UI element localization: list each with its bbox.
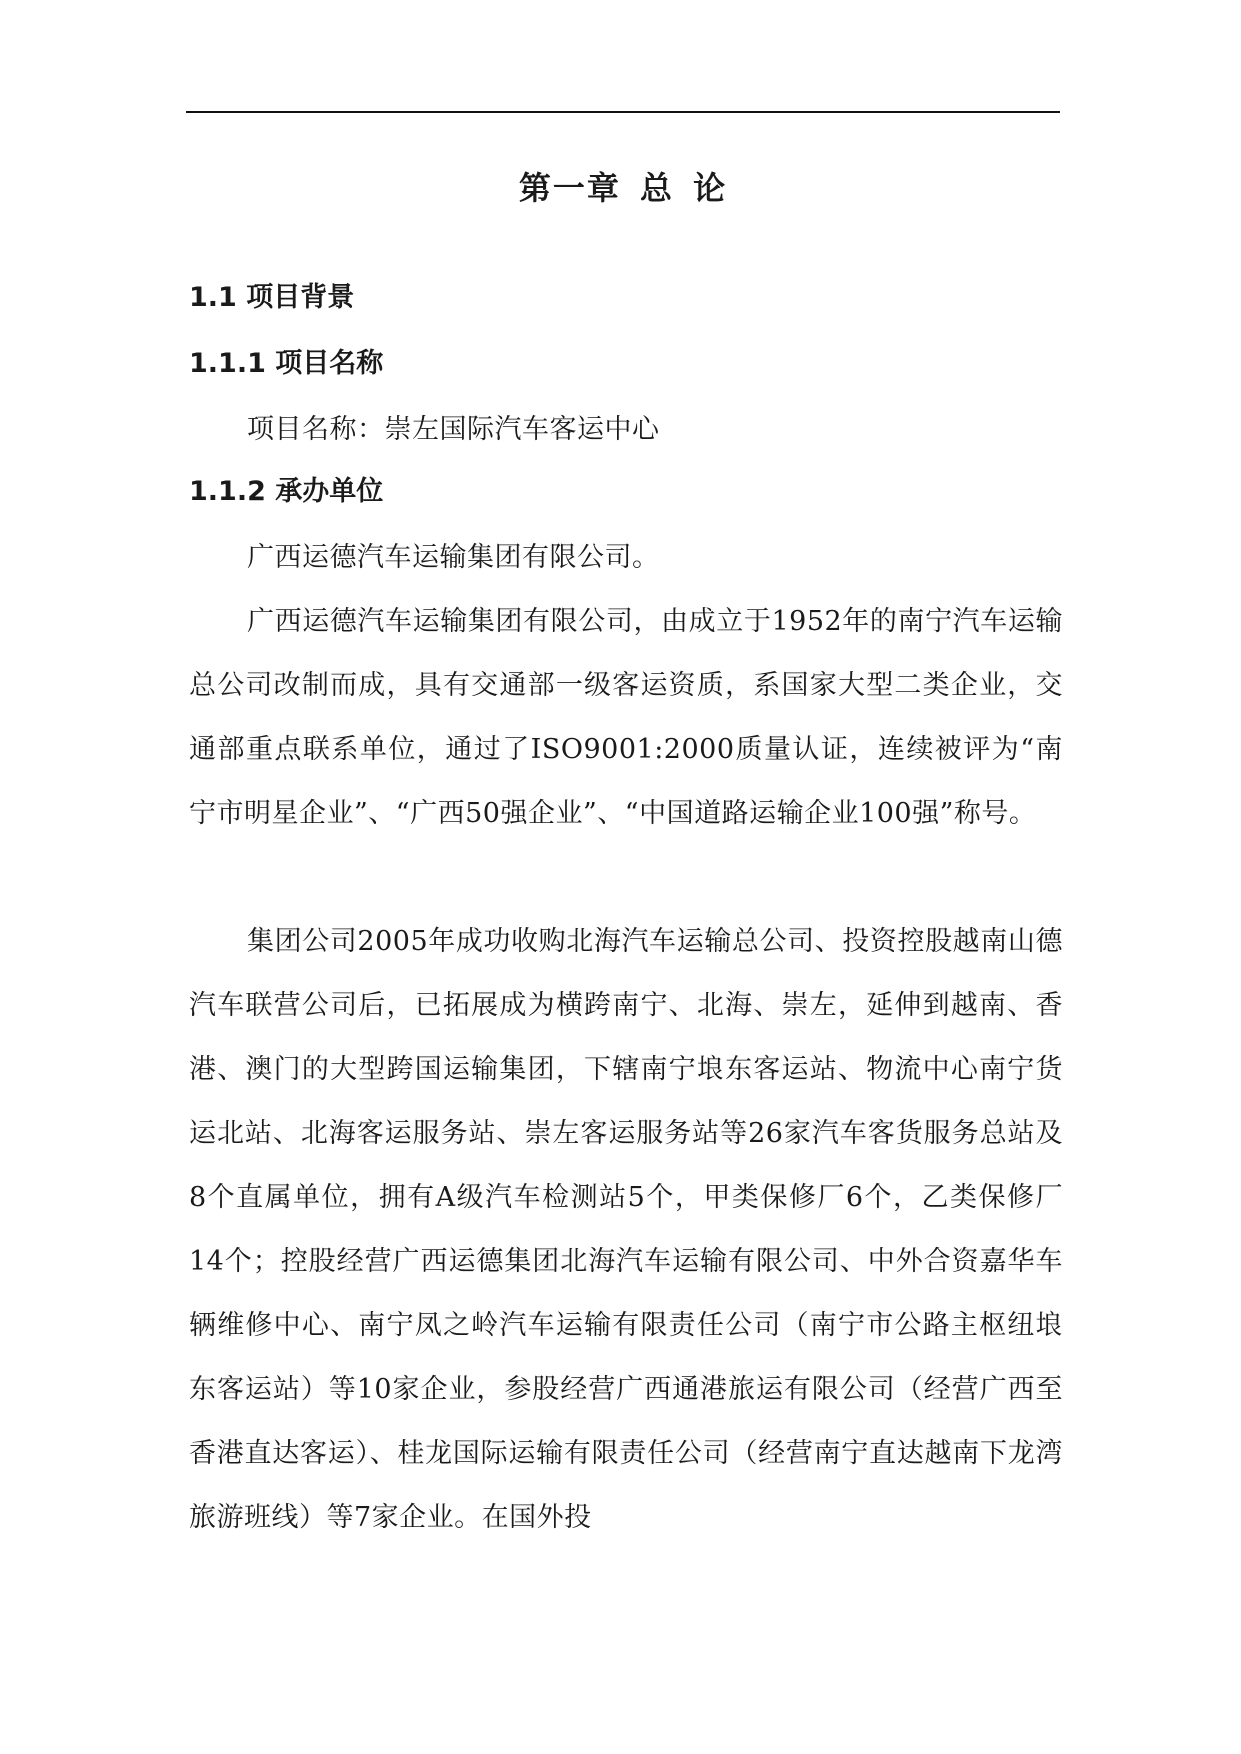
project-name-paragraph: 项目名称：崇左国际汽车客运中心	[247, 414, 660, 445]
section-heading-1-1-1: 1.1.1 项目名称	[189, 348, 384, 379]
organizer-expansion-paragraph: 集团公司2005年成功收购北海汽车运输总公司、投资控股越南山德汽车联营公司后，已拓展成为横跨南宁、北海、崇左，延伸到越南、香港、澳门的大型跨国运输集团，下辖南宁埌东客运站、物流中心南宁货运北站、北海客运服务站、崇左客运服务站等26家汽车客货服务总站及8个直属单位，拥有A级汽车检测站5个，甲类保修厂6个，乙类保修厂14个；控股经营广西运德集团北海汽车运输有限公司、中外合资嘉华车辆维修中心、南宁凤之岭汽车运输有限责任公司（南宁市公路主枢纽埌东客运站）等10家企业，参股经营广西通港旅运有限公司（经营广西至香港直达客运）、桂龙国际运输有限责任公司（经营南宁直达越南下龙湾旅游班线）等7家企业。在国外投	[189, 926, 1063, 1533]
header-rule	[186, 111, 1060, 113]
section-heading-1-1-2: 1.1.2 承办单位	[189, 476, 384, 507]
section-heading-1-1: 1.1 项目背景	[189, 282, 355, 313]
organizer-name-paragraph: 广西运德汽车运输集团有限公司。	[247, 542, 660, 573]
organizer-intro-paragraph: 广西运德汽车运输集团有限公司，由成立于1952年的南宁汽车运输总公司改制而成，具有交通部一级客运资质，系国家大型二类企业，交通部重点联系单位，通过了ISO9001:2000质量认证，连续被评为“南宁市明星企业”、“广西50强企业”、“中国道路运输企业100强”称号。	[189, 606, 1063, 829]
chapter-title: 第一章 总 论	[518, 169, 728, 207]
